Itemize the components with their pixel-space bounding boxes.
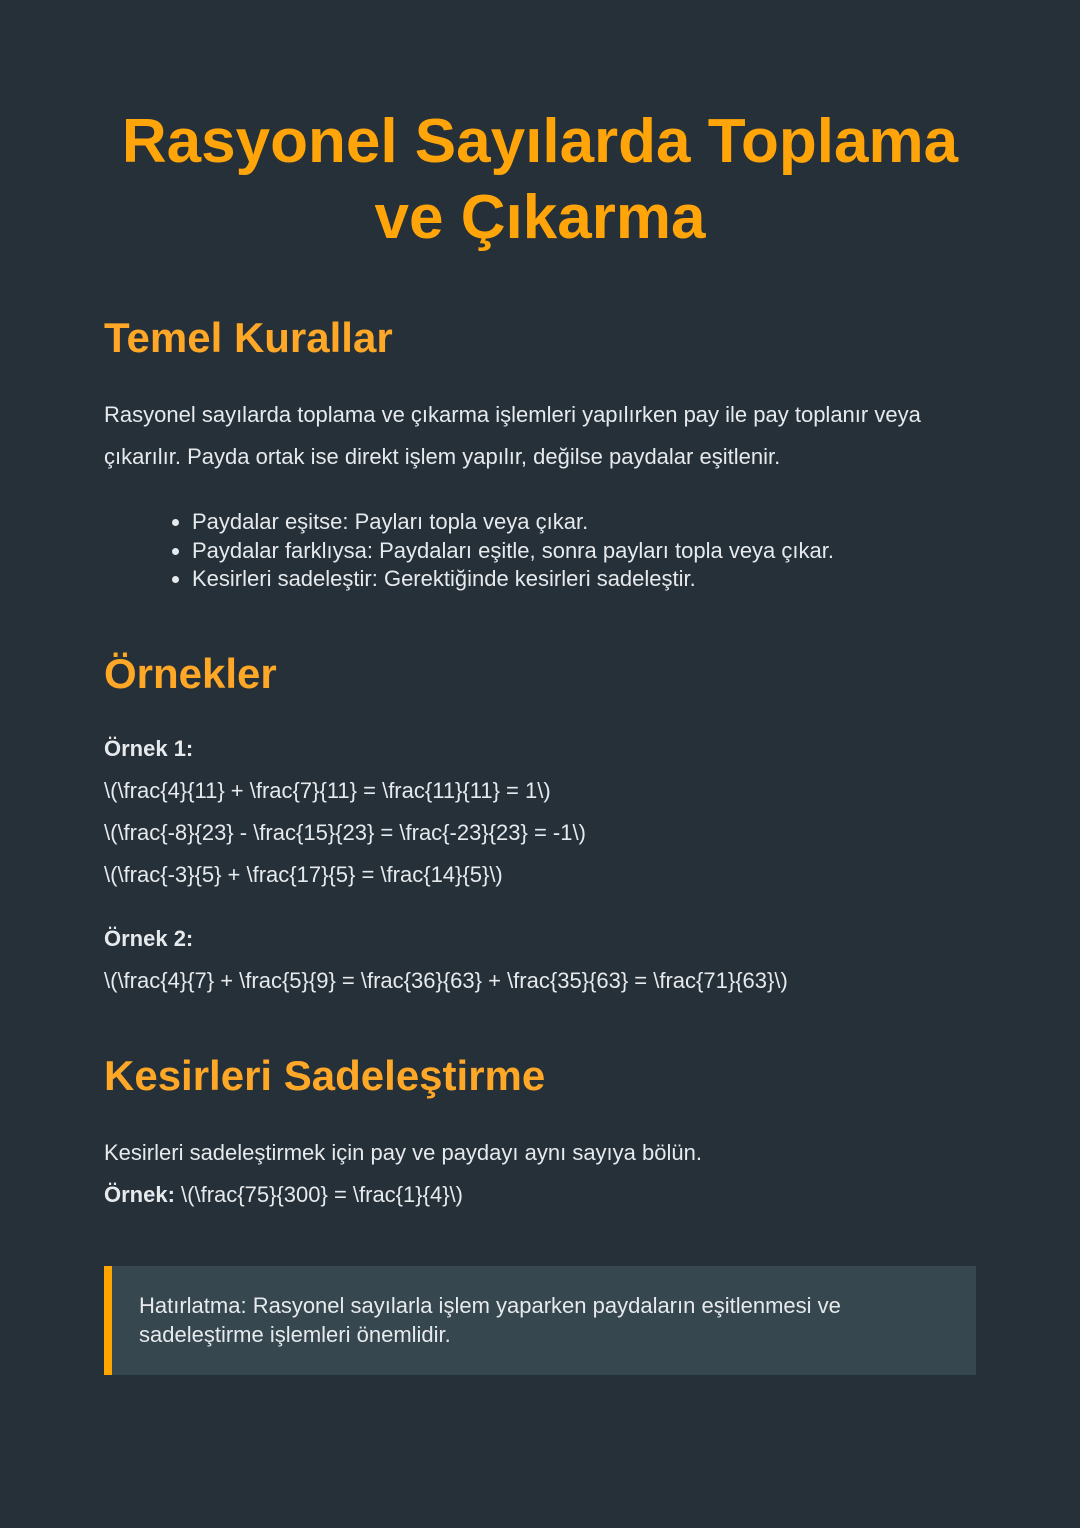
example-2-label: Örnek 2: xyxy=(104,925,194,951)
list-item: • Paydalar farklıysa: Paydaları eşitle, sonra payları topla veya çıkar. xyxy=(192,537,976,566)
example-1-line: \(\frac{-8}{23} - \frac{15}{23} = \frac{-23}{23} = -1\) xyxy=(104,819,586,845)
section-heading-rules: Temel Kurallar xyxy=(104,314,393,361)
simplify-example xyxy=(104,1174,976,1216)
list-item: • Paydalar eşitse: Payları topla veya çıkar. xyxy=(192,508,976,537)
page-title: Rasyonel Sayılarda Toplama ve Çıkarma xyxy=(121,107,959,252)
example-1-line: \(\frac{-3}{5} + \frac{17}{5} = \frac{14}{5}\) xyxy=(104,861,503,887)
list-item: • Kesirleri sadeleştir: Gerektiğinde kesirleri sadeleştir. xyxy=(192,565,976,594)
simplify-example-value: \(\frac{75}{300} = \frac{1}{4}\) xyxy=(174,1181,463,1207)
simplify-text: Kesirleri sadeleştirmek için pay ve paydayı aynı sayıya bölün. xyxy=(104,1139,702,1165)
rules-paragraph: Rasyonel sayılarda toplama ve çıkarma işlemleri yapılırken pay ile pay toplanır veya çıkarılır. Payda ortak ise direkt işlem yapılır, değilse paydalar eşitlenir. xyxy=(104,402,921,469)
section-heading-simplify: Kesirleri Sadeleştirme xyxy=(104,1051,546,1099)
section-heading-examples: Örnekler xyxy=(104,649,277,697)
rules-list xyxy=(104,508,976,594)
reminder-callout: Hatırlatma: Rasyonel sayılarla işlem yaparken paydaların eşitlenmesi ve sadeleştirme işlemleri önemlidir. xyxy=(104,1266,976,1375)
example-1-line: \(\frac{4}{11} + \frac{7}{11} = \frac{11}{11} = 1\) xyxy=(104,777,551,803)
example-1-label: Örnek 1: xyxy=(104,735,194,761)
example-2-line: \(\frac{4}{7} + \frac{5}{9} = \frac{36}{63} + \frac{35}{63} = \frac{71}{63}\) xyxy=(104,967,788,993)
simplify-example-label: Örnek: xyxy=(104,1181,175,1207)
